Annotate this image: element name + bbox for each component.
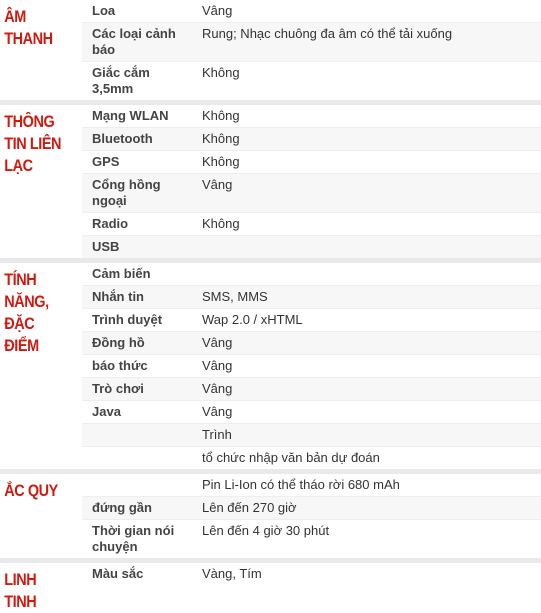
spec-row [82,236,541,258]
spec-value: Vâng [202,358,233,373]
spec-label: Cổng hồng ngoại [92,177,161,208]
spec-label: báo thức [92,358,148,373]
spec-label: Các loại cảnh báo [92,26,176,57]
spec-row [82,174,541,213]
spec-label: GPS [92,154,120,169]
spec-section-audio [0,0,541,100]
spec-row [82,151,541,174]
spec-row [82,213,541,236]
spec-label: đứng gần [92,500,152,515]
spec-section-misc [0,558,541,613]
spec-value: Lên đến 270 giờ [202,500,297,515]
spec-value: Lên đến 4 giờ 30 phút [202,523,330,538]
spec-value: Không [202,65,240,80]
spec-label: Nhắn tin [92,289,144,304]
spec-value: Vâng [202,3,233,18]
spec-value [192,263,541,285]
spec-label: Mạng WLAN [92,108,169,123]
spec-label: USB [92,239,120,254]
spec-label: Trò chơi [92,381,144,396]
spec-row [82,105,541,128]
spec-label: Bluetooth [92,131,153,146]
section-title: LINH TINH [4,570,37,611]
spec-value: Không [202,108,240,123]
spec-label [82,424,192,446]
spec-row [82,497,541,520]
spec-row [82,401,541,424]
spec-value: Vàng, Tím [202,566,262,581]
section-title: ÂM THANH [4,7,53,48]
section-rows [82,474,541,558]
spec-value: Không [202,131,240,146]
spec-value: Rung; Nhạc chuông đa âm có thể tải xuống [202,26,453,41]
spec-value: tổ chức nhập văn bản dự đoán [202,450,380,465]
spec-row [82,563,541,585]
spec-label: Màu sắc [92,566,144,581]
spec-value: Không [202,216,240,231]
spec-row [82,355,541,378]
section-title: THÔNG TIN LIÊN LẠC [4,112,62,175]
spec-row [82,0,541,23]
spec-row [82,332,541,355]
section-rows [82,0,541,100]
spec-value: Vâng [202,381,233,396]
section-rows [82,563,541,613]
spec-label: Radio [92,216,129,231]
spec-value: Trình [202,427,232,442]
spec-value: Vâng [202,404,233,419]
spec-value [192,236,541,258]
spec-label: Java [92,404,121,419]
spec-label: Giắc cắm 3,5mm [92,65,150,96]
section-title: TÍNH NĂNG, ĐẶC ĐIỂM [4,270,49,355]
spec-row [82,62,541,100]
spec-row [82,447,541,469]
spec-label: Thời gian nói chuyện [92,523,175,554]
spec-value: SMS, MMS [202,289,268,304]
spec-label [82,447,192,469]
spec-value: Pin Li-Ion có thể tháo rời 680 mAh [202,477,400,492]
spec-row [82,378,541,401]
spec-section-features [0,258,541,469]
section-title: ẮC QUY [4,481,58,500]
spec-label: Đồng hồ [92,335,145,350]
spec-section-battery [0,469,541,558]
spec-row [82,263,541,286]
section-rows [82,263,541,469]
spec-row [82,286,541,309]
spec-row [82,424,541,447]
spec-row [82,474,541,497]
spec-label [82,474,192,496]
spec-row [82,520,541,558]
spec-value: Wap 2.0 / xHTML [202,312,303,327]
spec-value: Vâng [202,177,233,192]
section-rows [82,105,541,258]
spec-label: Cảm biến [92,266,151,281]
spec-row [82,309,541,332]
spec-value: Vâng [202,335,233,350]
spec-value: Không [202,154,240,169]
spec-row [82,23,541,62]
spec-row [82,128,541,151]
spec-label: Loa [92,3,116,18]
spec-section-connectivity [0,100,541,258]
spec-label: Trình duyệt [92,312,163,327]
